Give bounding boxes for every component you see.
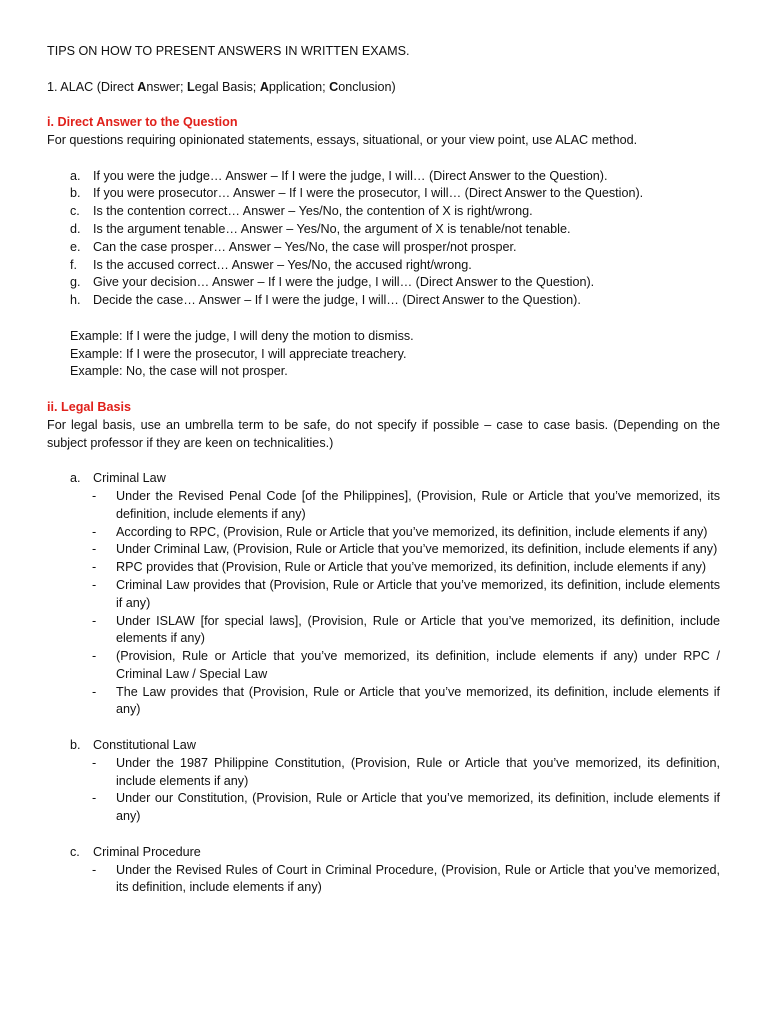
alac-line: 1. ALAC (Direct Answer; Legal Basis; Application; Conclusion): [47, 79, 396, 94]
section-intro: For legal basis, use an umbrella term to be safe, do not specify if possible – case to case basis. (Depending on the subject professor if they are keen on technicalities.): [47, 417, 720, 450]
group-label: c. Criminal Procedure: [70, 844, 201, 859]
list-item: - According to RPC, (Provision, Rule or Article that you’ve memorized, its definition, include elements if any): [92, 524, 708, 539]
section-intro: For questions requiring opinionated statements, essays, situational, or your view point, use ALAC method.: [47, 132, 638, 147]
dash-list: [47, 488, 720, 719]
group-label: a. Criminal Law: [70, 471, 166, 486]
list-item: d. Is the argument tenable… Answer – Yes/No, the argument of X is tenable/not tenable.: [70, 221, 571, 236]
list-item: - Under our Constitution, (Provision, Rule or Article that you’ve memorized, its definition, include elements if any): [92, 791, 720, 824]
list-item: - The Law provides that (Provision, Rule or Article that you’ve memorized, its definition, include elements if any): [92, 684, 720, 717]
section-heading-direct-answer: i. Direct Answer to the Question: [47, 115, 238, 130]
list-item: f. Is the accused correct… Answer – Yes/No, the accused right/wrong.: [70, 257, 472, 272]
list-item: b. If you were prosecutor… Answer – If I were the prosecutor, I will… (Direct Answer to the Question).: [70, 186, 644, 201]
list-item: - Under the Revised Rules of Court in Criminal Procedure, (Provision, Rule or Article that you’ve memorized, its definition, include elements if any): [92, 862, 720, 895]
list-item: c. Is the contention correct… Answer – Yes/No, the contention of X is right/wrong.: [70, 204, 533, 219]
group-label: b. Constitutional Law: [70, 738, 196, 753]
dash-list: [47, 862, 720, 898]
group-criminal-law: [47, 470, 720, 719]
list-item: - Under the Revised Penal Code [of the Philippines], (Provision, Rule or Article that you’ve memorized, its definition, include elements if any): [92, 488, 720, 521]
list-item: g. Give your decision… Answer – If I were the judge, I will… (Direct Answer to the Question).: [70, 275, 595, 290]
list-item: - (Provision, Rule or Article that you’ve memorized, its definition, include elements if any) under RPC / Criminal Law / Special Law: [92, 649, 720, 681]
list-item: e. Can the case prosper… Answer – Yes/No, the case will prosper/not prosper.: [70, 239, 517, 254]
list-item: - Under the 1987 Philippine Constitution, (Provision, Rule or Article that you’ve memorized, its definition, include elements if any): [92, 755, 720, 788]
list-item: - Under Criminal Law, (Provision, Rule or Article that you’ve memorized, its definition, include elements if any): [92, 542, 718, 557]
list-item: - Criminal Law provides that (Provision, Rule or Article that you’ve memorized, its definition, include elements if any): [92, 577, 720, 610]
group-constitutional-law: [47, 737, 720, 826]
example-line: Example: No, the case will not prosper.: [70, 364, 288, 379]
list-item: - RPC provides that (Provision, Rule or Article that you’ve memorized, its definition, include elements if any): [92, 560, 707, 575]
list-item: - Under ISLAW [for special laws], (Provision, Rule or Article that you’ve memorized, its definition, include elements if any): [92, 613, 720, 646]
list-item: a. If you were the judge… Answer – If I were the judge, I will… (Direct Answer to the Question).: [70, 168, 608, 183]
section-heading-legal-basis: ii. Legal Basis: [47, 399, 131, 414]
document-title: TIPS ON HOW TO PRESENT ANSWERS IN WRITTEN EXAMS.: [47, 44, 410, 58]
example-line: Example: If I were the judge, I will deny the motion to dismiss.: [70, 328, 414, 343]
question-list: [47, 168, 720, 310]
examples-block: [70, 328, 720, 381]
dash-list: [47, 755, 720, 826]
list-item: h. Decide the case… Answer – If I were the judge, I will… (Direct Answer to the Question).: [70, 293, 581, 308]
group-criminal-procedure: [47, 844, 720, 897]
example-line: Example: If I were the prosecutor, I will appreciate treachery.: [70, 346, 407, 361]
